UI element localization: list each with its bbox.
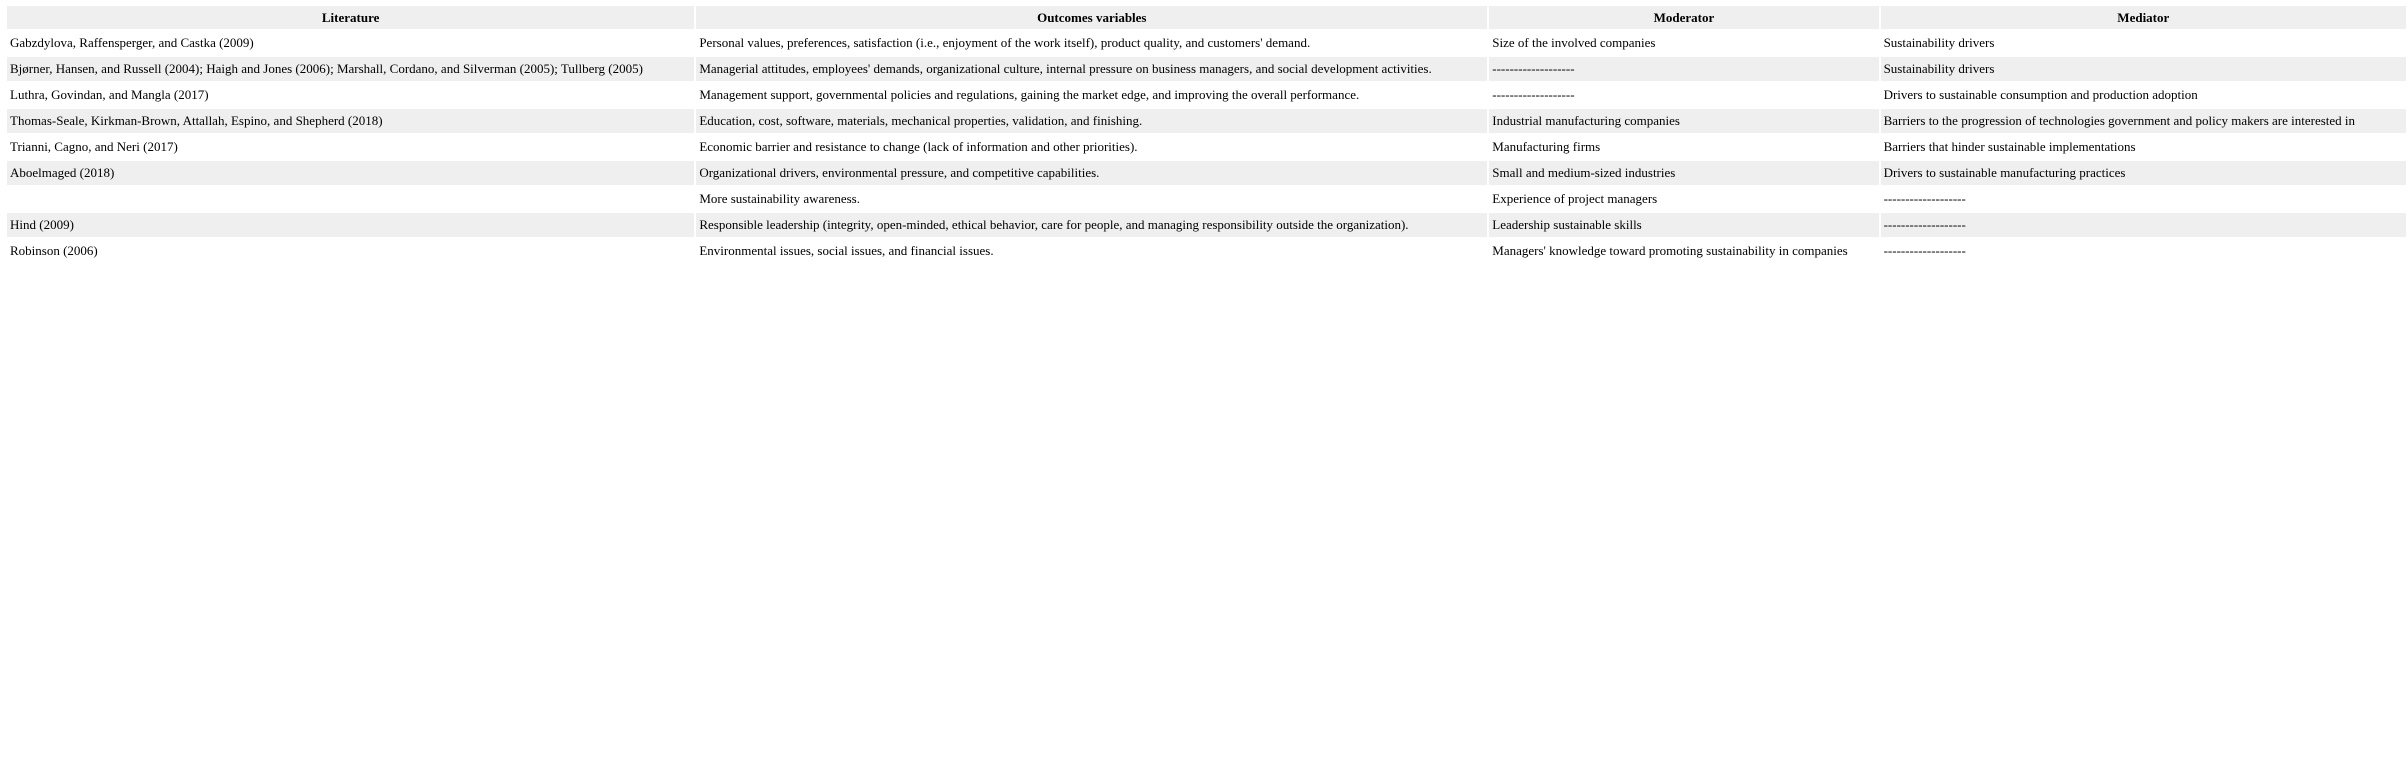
cell-moderator: Small and medium-sized industries — [1489, 161, 1878, 185]
cell-literature: Thomas-Seale, Kirkman-Brown, Attallah, Espino, and Shepherd (2018) — [7, 109, 694, 133]
cell-mediator: Sustainability drivers — [1881, 31, 2406, 55]
header-literature: Literature — [7, 6, 694, 29]
cell-outcomes: Managerial attitudes, employees' demands, organizational culture, internal pressure on business managers, and social development activities. — [696, 57, 1487, 81]
cell-moderator: Managers' knowledge toward promoting sustainability in companies — [1489, 239, 1878, 263]
cell-outcomes: More sustainability awareness. — [696, 187, 1487, 211]
table-row — [7, 83, 2406, 107]
cell-outcomes: Personal values, preferences, satisfaction (i.e., enjoyment of the work itself), product quality, and customers' demand. — [696, 31, 1487, 55]
table-row — [7, 135, 2406, 159]
cell-literature: Aboelmaged (2018) — [7, 161, 694, 185]
literature-table — [5, 4, 2408, 265]
cell-outcomes: Economic barrier and resistance to change (lack of information and other priorities). — [696, 135, 1487, 159]
table-body — [7, 31, 2406, 263]
cell-mediator: ------------------- — [1881, 239, 2406, 263]
header-outcomes-variables: Outcomes variables — [696, 6, 1487, 29]
cell-mediator: ------------------- — [1881, 187, 2406, 211]
table-row — [7, 161, 2406, 185]
cell-outcomes: Responsible leadership (integrity, open-minded, ethical behavior, care for people, and managing responsibility outside the organization). — [696, 213, 1487, 237]
cell-moderator: Manufacturing firms — [1489, 135, 1878, 159]
table-row — [7, 187, 2406, 211]
cell-outcomes: Environmental issues, social issues, and financial issues. — [696, 239, 1487, 263]
cell-outcomes: Organizational drivers, environmental pressure, and competitive capabilities. — [696, 161, 1487, 185]
table-row — [7, 31, 2406, 55]
cell-mediator: ------------------- — [1881, 213, 2406, 237]
header-moderator: Moderator — [1489, 6, 1878, 29]
cell-outcomes: Management support, governmental policies and regulations, gaining the market edge, and improving the overall performance. — [696, 83, 1487, 107]
cell-literature — [7, 187, 694, 211]
cell-mediator: Sustainability drivers — [1881, 57, 2406, 81]
cell-literature: Trianni, Cagno, and Neri (2017) — [7, 135, 694, 159]
cell-mediator: Barriers to the progression of technologies government and policy makers are interested in — [1881, 109, 2406, 133]
cell-literature: Robinson (2006) — [7, 239, 694, 263]
table-row — [7, 239, 2406, 263]
cell-literature: Bjørner, Hansen, and Russell (2004); Haigh and Jones (2006); Marshall, Cordano, and Silverman (2005); Tullberg (2005) — [7, 57, 694, 81]
header-row — [7, 6, 2406, 29]
table-header — [7, 6, 2406, 29]
cell-mediator: Barriers that hinder sustainable implementations — [1881, 135, 2406, 159]
cell-moderator: Industrial manufacturing companies — [1489, 109, 1878, 133]
cell-literature: Hind (2009) — [7, 213, 694, 237]
cell-moderator: ------------------- — [1489, 57, 1878, 81]
cell-moderator: Experience of project managers — [1489, 187, 1878, 211]
table-row — [7, 213, 2406, 237]
table-row — [7, 57, 2406, 81]
cell-mediator: Drivers to sustainable consumption and production adoption — [1881, 83, 2406, 107]
header-mediator: Mediator — [1881, 6, 2406, 29]
cell-moderator: Leadership sustainable skills — [1489, 213, 1878, 237]
cell-literature: Luthra, Govindan, and Mangla (2017) — [7, 83, 694, 107]
table-row — [7, 109, 2406, 133]
cell-mediator: Drivers to sustainable manufacturing practices — [1881, 161, 2406, 185]
cell-moderator: ------------------- — [1489, 83, 1878, 107]
cell-literature: Gabzdylova, Raffensperger, and Castka (2009) — [7, 31, 694, 55]
cell-moderator: Size of the involved companies — [1489, 31, 1878, 55]
cell-outcomes: Education, cost, software, materials, mechanical properties, validation, and finishing. — [696, 109, 1487, 133]
